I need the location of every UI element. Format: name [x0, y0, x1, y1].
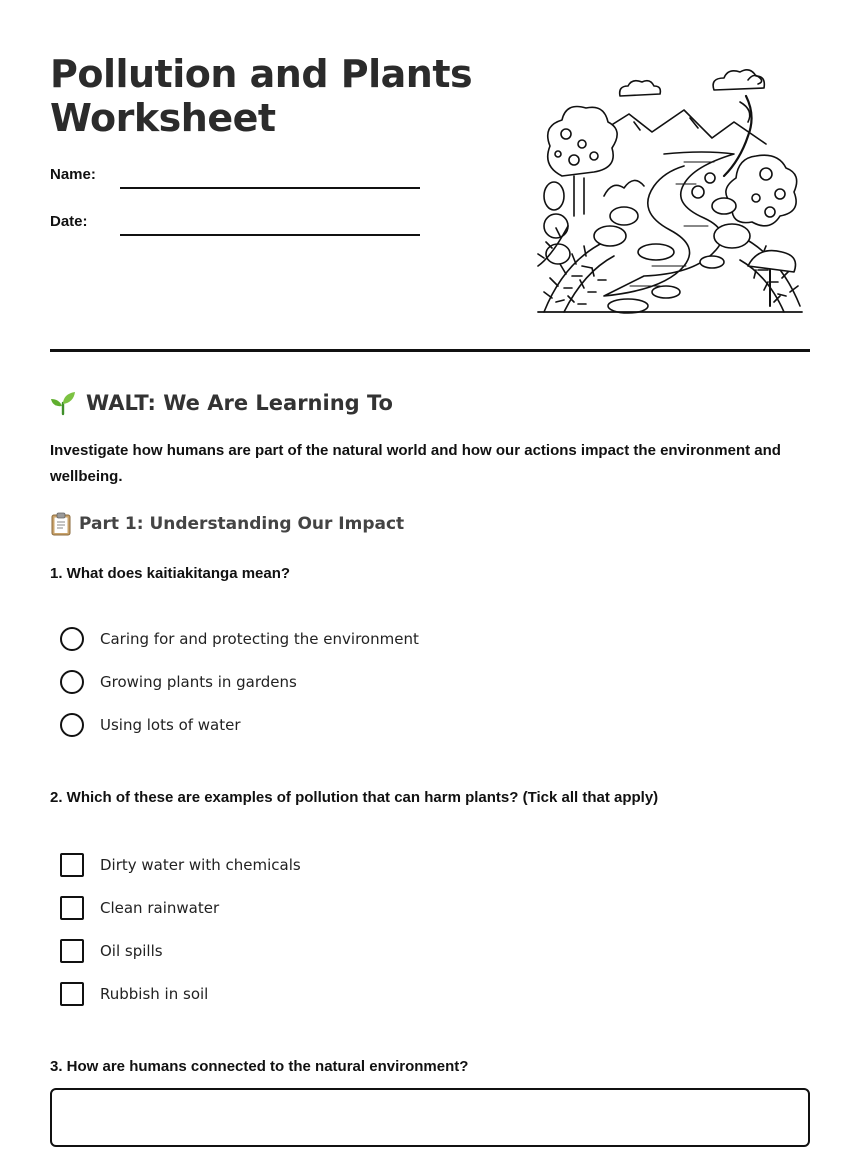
question-1: 1. What does kaitiakitanga mean? — [50, 565, 291, 582]
q2-option-2-label: Clean rainwater — [100, 899, 220, 917]
date-field[interactable] — [120, 234, 420, 236]
q2-option-2[interactable] — [60, 895, 219, 921]
walt-title: WALT: We Are Learning To — [86, 391, 393, 415]
part1-title: Part 1: Understanding Our Impact — [79, 514, 405, 534]
radio-button[interactable] — [60, 670, 84, 694]
worksheet-title — [50, 52, 490, 140]
q2-option-1-label: Dirty water with chemicals — [100, 856, 301, 874]
walt-heading — [50, 390, 393, 416]
checkbox[interactable] — [60, 896, 84, 920]
title-line-2: Worksheet — [50, 96, 276, 140]
section-divider — [50, 349, 810, 352]
q1-option-3-label: Using lots of water — [100, 716, 241, 734]
name-label: Name: — [50, 166, 96, 183]
q2-option-4-label: Rubbish in soil — [100, 985, 209, 1003]
checkbox[interactable] — [60, 853, 84, 877]
name-field[interactable] — [120, 187, 420, 189]
question-2: 2. Which of these are examples of pollution that can harm plants? (Tick all that apply) — [50, 789, 659, 806]
q2-option-4[interactable] — [60, 981, 208, 1007]
q2-option-1[interactable] — [60, 852, 301, 878]
title-line-1: Pollution and Plants — [50, 52, 473, 96]
q3-answer-field[interactable] — [50, 1088, 810, 1147]
q2-option-3-label: Oil spills — [100, 942, 163, 960]
date-label: Date: — [50, 213, 88, 230]
q1-option-2-label: Growing plants in gardens — [100, 673, 297, 691]
q1-option-1[interactable] — [60, 626, 419, 652]
q1-option-2[interactable] — [60, 669, 297, 695]
question-3: 3. How are humans connected to the natural environment? — [50, 1058, 469, 1075]
clipboard-icon — [50, 512, 72, 536]
seedling-icon — [50, 390, 76, 416]
radio-button[interactable] — [60, 627, 84, 651]
walt-description: Investigate how humans are part of the natural world and how our actions impact the environment and wellbeing. — [50, 442, 781, 485]
q1-option-1-label: Caring for and protecting the environment — [100, 630, 419, 648]
river-landscape-illustration — [534, 66, 806, 316]
checkbox[interactable] — [60, 982, 84, 1006]
checkbox[interactable] — [60, 939, 84, 963]
q2-option-3[interactable] — [60, 938, 163, 964]
q1-option-3[interactable] — [60, 712, 241, 738]
radio-button[interactable] — [60, 713, 84, 737]
part1-heading — [50, 512, 404, 536]
